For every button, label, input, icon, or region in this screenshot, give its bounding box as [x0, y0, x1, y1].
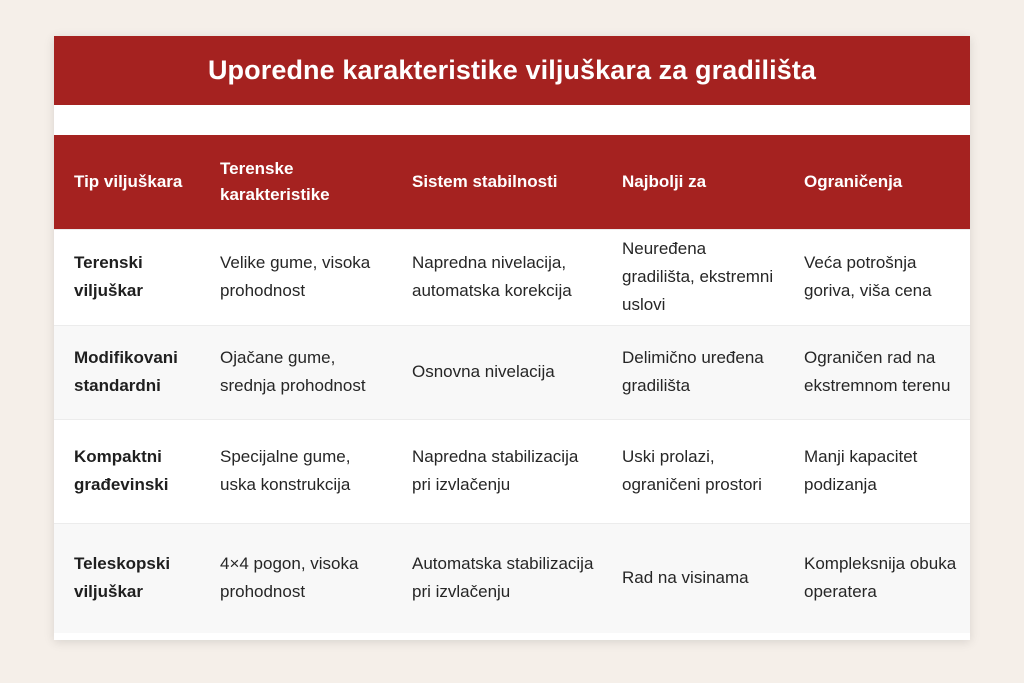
- table-header: [54, 135, 970, 229]
- cell-best-for: Uski prolazi, ograničeni prostori: [622, 447, 762, 494]
- title-spacer: [54, 105, 970, 135]
- cell-type: Kompaktni građevinski: [74, 447, 169, 494]
- cell-stability: Napredna stabilizacija pri izvlačenju: [412, 447, 579, 494]
- comparison-table: [54, 135, 970, 633]
- cell-terrain: Velike gume, visoka prohodnost: [220, 253, 371, 300]
- header-row: [54, 135, 970, 229]
- cell-type: Teleskopski viljuškar: [74, 554, 171, 602]
- cell-limitations: Manji kapacitet podizanja: [804, 447, 918, 494]
- cell-stability: Napredna nivelacija, automatska korekcija: [412, 253, 572, 300]
- cell-limitations: Kompleksnija obuka operatera: [804, 554, 957, 602]
- cell-best-for: Rad na visinama: [622, 568, 749, 588]
- page-title: Uporedne karakteristike viljuškara za gradilišta: [54, 36, 970, 105]
- header-best-for: Najbolji za: [622, 171, 707, 191]
- header-type: Tip viljuškara: [74, 171, 183, 191]
- header-limitations: Ograničenja: [804, 171, 903, 191]
- table-row: [54, 419, 970, 523]
- table-row: [54, 325, 970, 419]
- cell-stability: Automatska stabilizacija pri izvlačenju: [412, 554, 594, 602]
- cell-stability: Osnovna nivelacija: [412, 362, 555, 381]
- cell-limitations: Veća potrošnja goriva, viša cena: [804, 253, 932, 300]
- cell-limitations: Ograničen rad na ekstremnom terenu: [804, 348, 951, 395]
- cell-terrain: Ojačane gume, srednja prohodnost: [220, 348, 366, 395]
- cell-terrain: Specijalne gume, uska konstrukcija: [220, 447, 351, 494]
- table-row: [54, 523, 970, 633]
- cell-best-for: Neuređena gradilišta, ekstremni uslovi: [622, 239, 774, 314]
- cell-best-for: Delimično uređena gradilišta: [622, 348, 764, 395]
- table-body: [54, 229, 970, 633]
- cell-type: Modifikovani standardni: [74, 348, 178, 395]
- header-stability: Sistem stabilnosti: [412, 171, 558, 191]
- comparison-card: [54, 36, 970, 640]
- cell-type: Terenski viljuškar: [74, 253, 143, 300]
- cell-terrain: 4×4 pogon, visoka prohodnost: [220, 554, 359, 602]
- table-row: [54, 229, 970, 325]
- header-terrain: Terenske karakteristike: [220, 158, 330, 204]
